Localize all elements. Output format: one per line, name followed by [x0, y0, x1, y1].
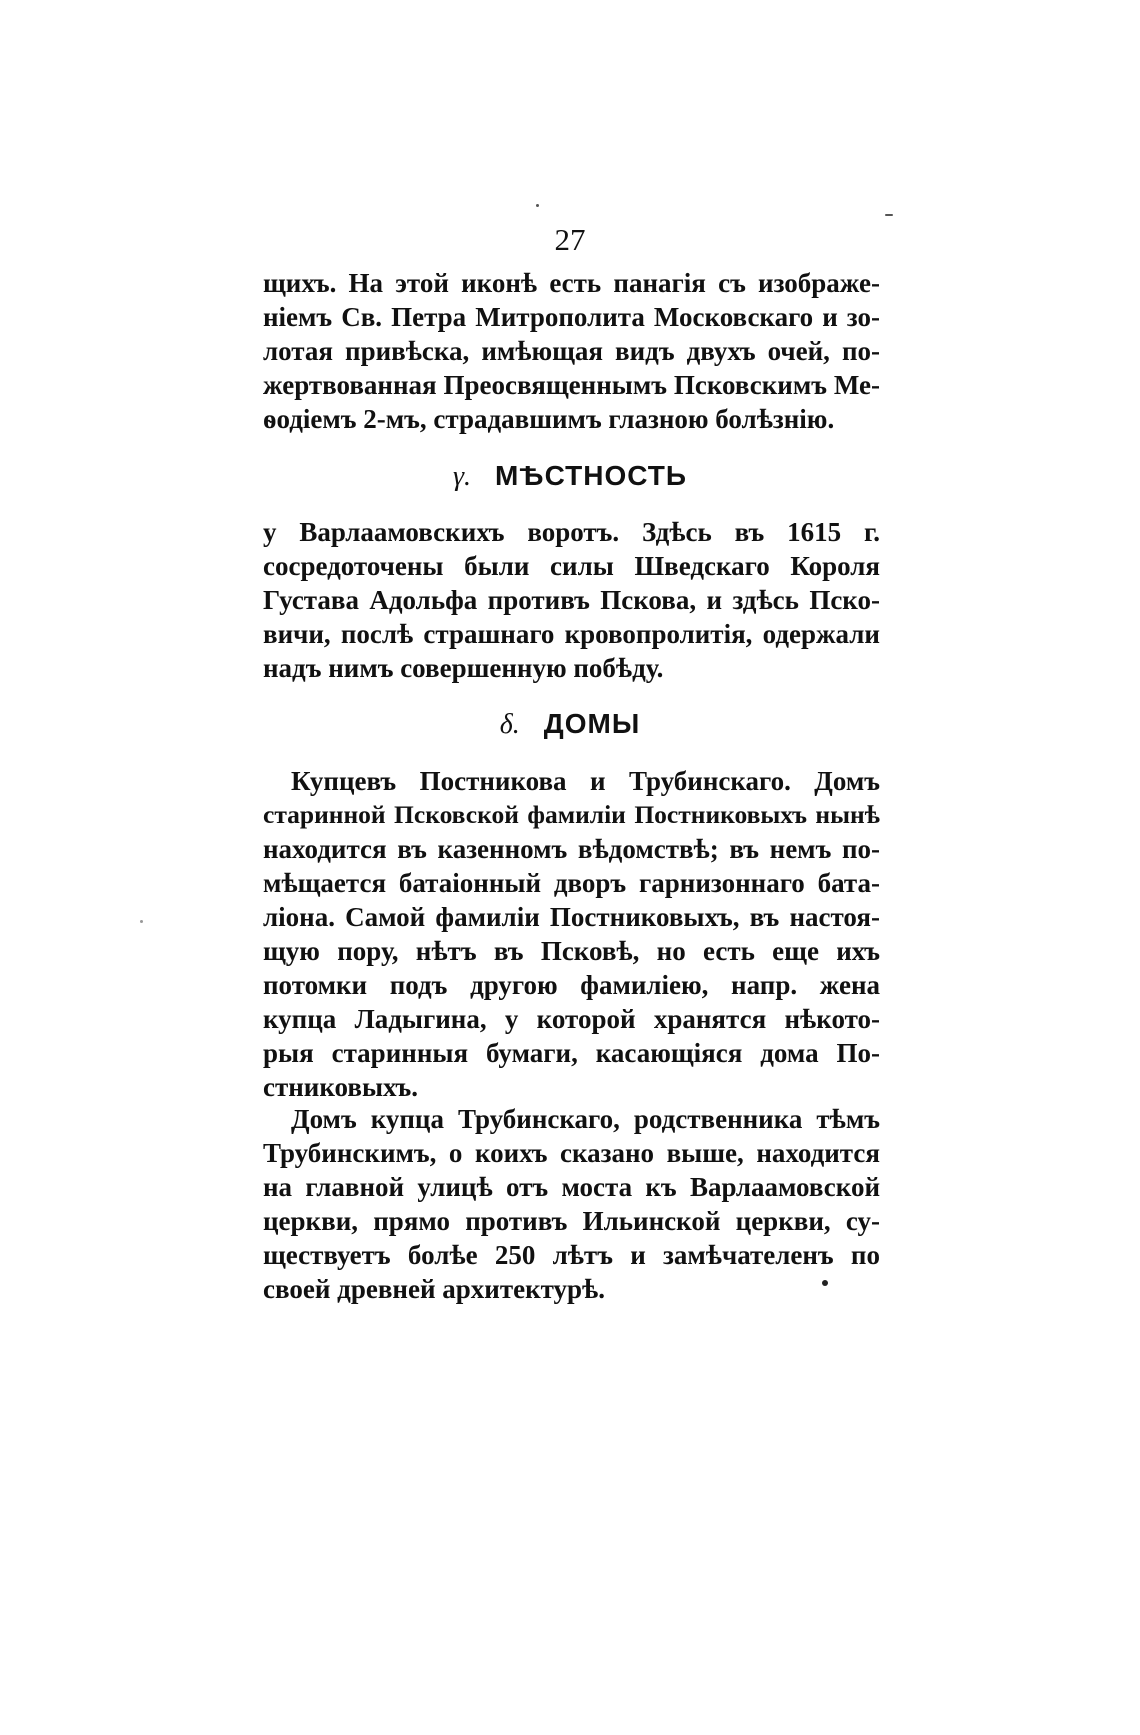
ink-speck [536, 204, 539, 207]
page-number: 27 [554, 222, 586, 257]
ink-speck [822, 1280, 828, 1286]
paragraph-1 [263, 266, 880, 436]
text-line: сосредоточены были силы Шведскаго Короля [263, 551, 880, 581]
ink-speck [885, 214, 893, 216]
text-line: на главной улицѣ отъ моста къ Варлаамовской [263, 1172, 880, 1202]
text-line: надъ нимъ совершенную побѣду. [263, 653, 664, 683]
text-line: ліона. Самой фамиліи Постниковыхъ, въ настоя- [263, 902, 880, 932]
text-line: своей древней архитектурѣ. [263, 1274, 606, 1304]
text-line: ѳодіемъ 2-мъ, страдавшимъ глазною болѣзнію. [263, 404, 835, 434]
text-line: старинной Псковской фамиліи Постниковыхъ нынѣ [263, 800, 880, 829]
section-title: ДОМЫ [543, 708, 641, 739]
text-line: мѣщается батаіонный дворъ гарнизоннаго бата- [263, 868, 880, 898]
ink-speck [140, 920, 143, 923]
text-line: Густава Адольфа противъ Пскова, и здѣсь Пско- [263, 585, 880, 615]
text-line: лотая привѣска, имѣющая видъ двухъ очей, по- [263, 336, 880, 366]
text-line: находится въ казенномъ вѣдомствѣ; въ немъ по- [263, 834, 880, 864]
text-line: щую пору, нѣтъ въ Псковѣ, но есть еще ихъ [263, 936, 880, 966]
text-line: Купцевъ Постникова и Трубинскаго. Домъ [291, 766, 880, 796]
text-line: жертвованная Преосвященнымъ Псковскимъ Ме- [263, 370, 880, 400]
text-line: Трубинскимъ, о коихъ сказано выше, находится [263, 1138, 880, 1168]
text-line: у Варлаамовскихъ воротъ. Здѣсь въ 1615 г. [263, 517, 880, 547]
text-line: стниковыхъ. [263, 1072, 419, 1102]
text-line: купца Ладыгина, у которой хранятся нѣкото- [263, 1004, 880, 1034]
text-line: потомки подъ другою фамиліею, напр. жена [263, 970, 880, 1000]
text-line: ществуетъ болѣе 250 лѣтъ и замѣчателенъ по [263, 1240, 880, 1270]
section-letter: δ. [499, 709, 520, 740]
paragraph-3 [263, 764, 880, 1104]
paragraph-2 [263, 515, 880, 685]
section-heading-delta [0, 706, 1140, 743]
text-line: церкви, прямо противъ Ильинской церкви, су- [263, 1206, 880, 1236]
section-title: МѢСТНОСТЬ [495, 460, 688, 491]
text-line: Домъ купца Трубинскаго, родственника тѣмъ [291, 1104, 880, 1134]
text-line: рыя старинныя бумаги, касающіяся дома По- [263, 1038, 880, 1068]
text-line: ніемъ Св. Петра Митрополита Московскаго и зо- [263, 302, 880, 332]
section-heading-gamma [0, 458, 1140, 495]
paragraph-4 [263, 1102, 880, 1306]
section-letter: γ. [452, 461, 471, 492]
text-line: вичи, послѣ страшнаго кровопролитія, одержали [263, 619, 880, 649]
text-line: щихъ. На этой иконѣ есть панагія съ изображе- [263, 268, 880, 298]
